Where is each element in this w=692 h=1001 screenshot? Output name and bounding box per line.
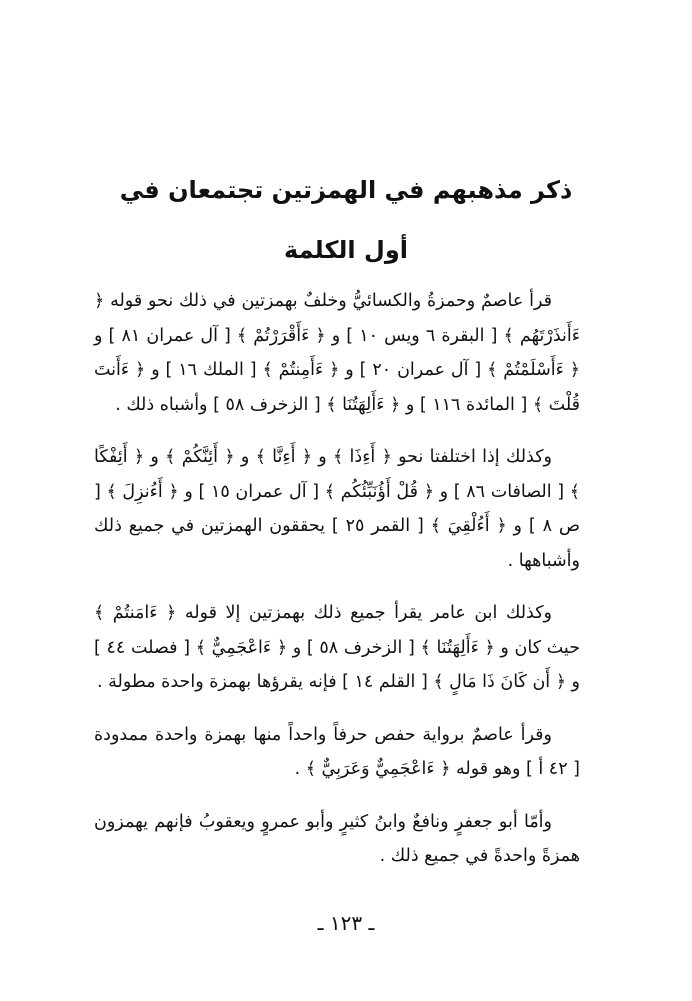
heading-line-2: أول الكلمة xyxy=(284,236,408,264)
paragraph-5: وأمّا أبو جعفرٍ ونافعٌ وابنُ كثيرٍ وأبو عمروٍ ويعقوبُ فإنهم يهمزون همزةً واحدةً في جميع ذلك . xyxy=(94,811,580,866)
paragraph-4: وقرأ عاصمٌ برواية حفص حرفاً واحداً منها بهمزة واحدة ممدودة [ ٤٢ أ ] وهو قوله ﴿ ءَاعْجَمِيٌّ وَعَرَبِيٌّ ﴾ . xyxy=(94,724,580,779)
heading-line-1: ذكر مذهبهم في الهمزتين تجتمعان في xyxy=(119,176,573,204)
section-heading xyxy=(0,160,692,280)
paragraph-3: وكذلك ابن عامر يقرأ جميع ذلك بهمزتين إلا قوله ﴿ ءَامَنتُمْ ﴾ حيث كان و ﴿ ءَأَلِهَتُنَا ﴾ [ الزخرف ٥٨ ] و ﴿ ءَاعْجَمِيٌّ ﴾ [ فصلت ٤٤ ] و ﴿ أَن كَانَ ذَا مَالٍ ﴾ [ القلم ١٤ ] فإنه يقرؤها بهمزة واحدة مطولة . xyxy=(94,603,581,692)
paragraph-2: وكذلك إذا اختلفتا نحو ﴿ أَءِذَا ﴾ و ﴿ أَءِنَّا ﴾ و ﴿ أَئِنَّكُمْ ﴾ و ﴿ أَئِفْكًا ﴾ [ الصافات ٨٦ ] و ﴿ قُلْ أَؤُنَبِّئُكُم ﴾ [ آل عمران ١٥ ] و ﴿ أَءُنزِلَ ﴾ [ ص ٨ ] و ﴿ أَءُلْقِيَ ﴾ [ القمر ٢٥ ] يحققون الهمزتين في جميع ذلك وأشباهها . xyxy=(94,447,581,571)
body-text xyxy=(94,284,580,892)
page-number: ـ ١٢٣ ـ xyxy=(317,911,375,935)
paragraph-1: قرأ عاصمٌ وحمزةُ والكسائيُّ وخلفٌ بهمزتين في ذلك نحو قوله ﴿ ءَأَنذَرْتَهُم ﴾ [ البقرة ٦ ويس ١٠ ] و ﴿ ءَأَقْرَرْتُمْ ﴾ [ آل عمران ٨١ ] و ﴿ ءَأَسْلَمْتُمْ ﴾ [ آل عمران ٢٠ ] و ﴿ ءَأَمِنتُمْ ﴾ [ الملك ١٦ ] و ﴿ ءَأَنتَ قُلْتَ ﴾ [ المائدة ١١٦ ] و ﴿ ءَأَلِهَتُنَا ﴾ [ الزخرف ٥٨ ] وأشباه ذلك . xyxy=(94,291,581,415)
